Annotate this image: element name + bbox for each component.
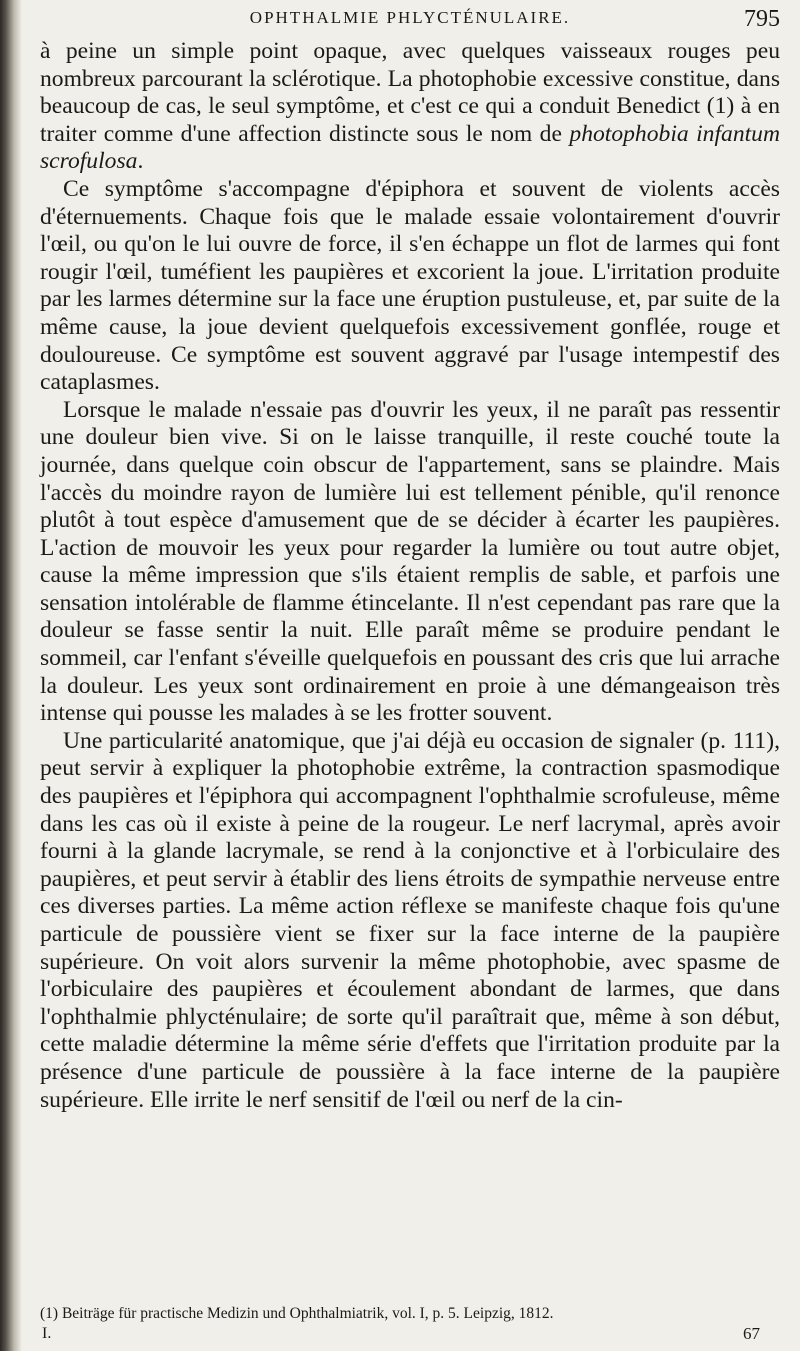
paragraph-1 [40,38,780,176]
paragraph-3: Lorsque le malade n'essaie pas d'ouvrir les yeux, il ne paraît pas ressentir une douleur bien vive. Si on le laisse tranquille, il reste couché toute la journée, dans quelque coin obscur de l'appartement, sans se plaindre. Mais l'accès du moindre rayon de lumière lui est tellement pénible, qu'il renonce plutôt à tout espèce d'amusement que de se décider à écarter les paupières. L'action de mouvoir les yeux pour regarder la lumière ou tout autre objet, cause la même impression que s'ils étaient remplis de sable, et parfois une sensation intolérable de flamme étincelante. Il n'est cependant pas rare que la douleur se fasse sentir la nuit. Elle paraît même se produire pendant le sommeil, car l'enfant s'éveille quelquefois en poussant des cris que lui arrache la douleur. Les yeux sont ordinairement en proie à une démangeaison très intense qui pousse les malades à se les frotter souvent. [40,396,780,727]
paragraph-4: Une particularité anatomique, que j'ai déjà eu occasion de signaler (p. 111), peut servir à expliquer la photophobie extrême, la contraction spasmodique des paupières et l'épiphora qui accompagnent l'ophthalmie scrofuleuse, même dans les cas où il existe à peine de la rougeur. Le nerf lacrymal, après avoir fourni à la glande lacrymale, se rend à la conjonctive et à l'orbiculaire des paupières, et peut servir à établir des liens étroits de sympathie nerveuse entre ces diverses parties. La même action réflexe se manifeste chaque fois qu'une particule de poussière vient se fixer sur la face interne de la paupière supérieure. On voit alors survenir la même photophobie, avec spasme de l'orbiculaire des paupières et écoulement abondant de larmes, que dans l'ophthalmie phlycténulaire; de sorte qu'il paraîtrait que, même à son début, cette maladie détermine la même série d'effets que l'irritation produite par la présence d'une particule de poussière à la face interne de la paupière supérieure. Elle irrite le nerf sensitif de l'œil ou nerf de la cin- [40,727,780,1113]
body-text [40,38,780,1114]
running-title: OPHTHALMIE PHLYCTÉNULAIRE. [249,8,571,27]
paragraph-1-text: à peine un simple point opaque, avec quelques vaisseaux rouges peu nombreux parcourant la sclérotique. La photophobie excessive constitue, dans beaucoup de cas, le seul symptôme, et c'est ce qui a conduit Benedict (1) à en traiter comme d'une affection distincte sous le nom de [40,38,780,147]
book-page [40,0,780,1351]
paragraph-2: Ce symptôme s'accompagne d'épiphora et souvent de violents accès d'éternuements. Chaque fois que le malade essaie volontairement d'ouvrir l'œil, ou qu'on le lui ouvre de force, il s'en échappe un flot de larmes qui font rougir l'œil, tuméfient les paupières et excorient la joue. L'irritation produite par les larmes détermine sur la face une éruption pustuleuse, et, par suite de la même cause, la joue devient quelquefois excessivement gonflée, rouge et douloureuse. Ce symptôme est souvent aggravé par l'usage intempestif des cataplasmes. [40,175,780,396]
footnote [40,1304,780,1344]
signature-number: 67 [743,1324,760,1343]
signature-mark: I. [42,1325,52,1342]
binding-shadow [0,0,22,1351]
footnote-text: (1) Beiträge für practische Medizin und Ophthalmiatrik, vol. I, p. 5. Leipzig, 1812. [40,1305,554,1322]
signature-row [40,1324,780,1344]
running-head [40,6,780,36]
paragraph-1-end: . [137,148,144,175]
page-number: 795 [744,6,780,32]
disease-latin-name: photophobia infantum scrofulosa [40,120,781,175]
